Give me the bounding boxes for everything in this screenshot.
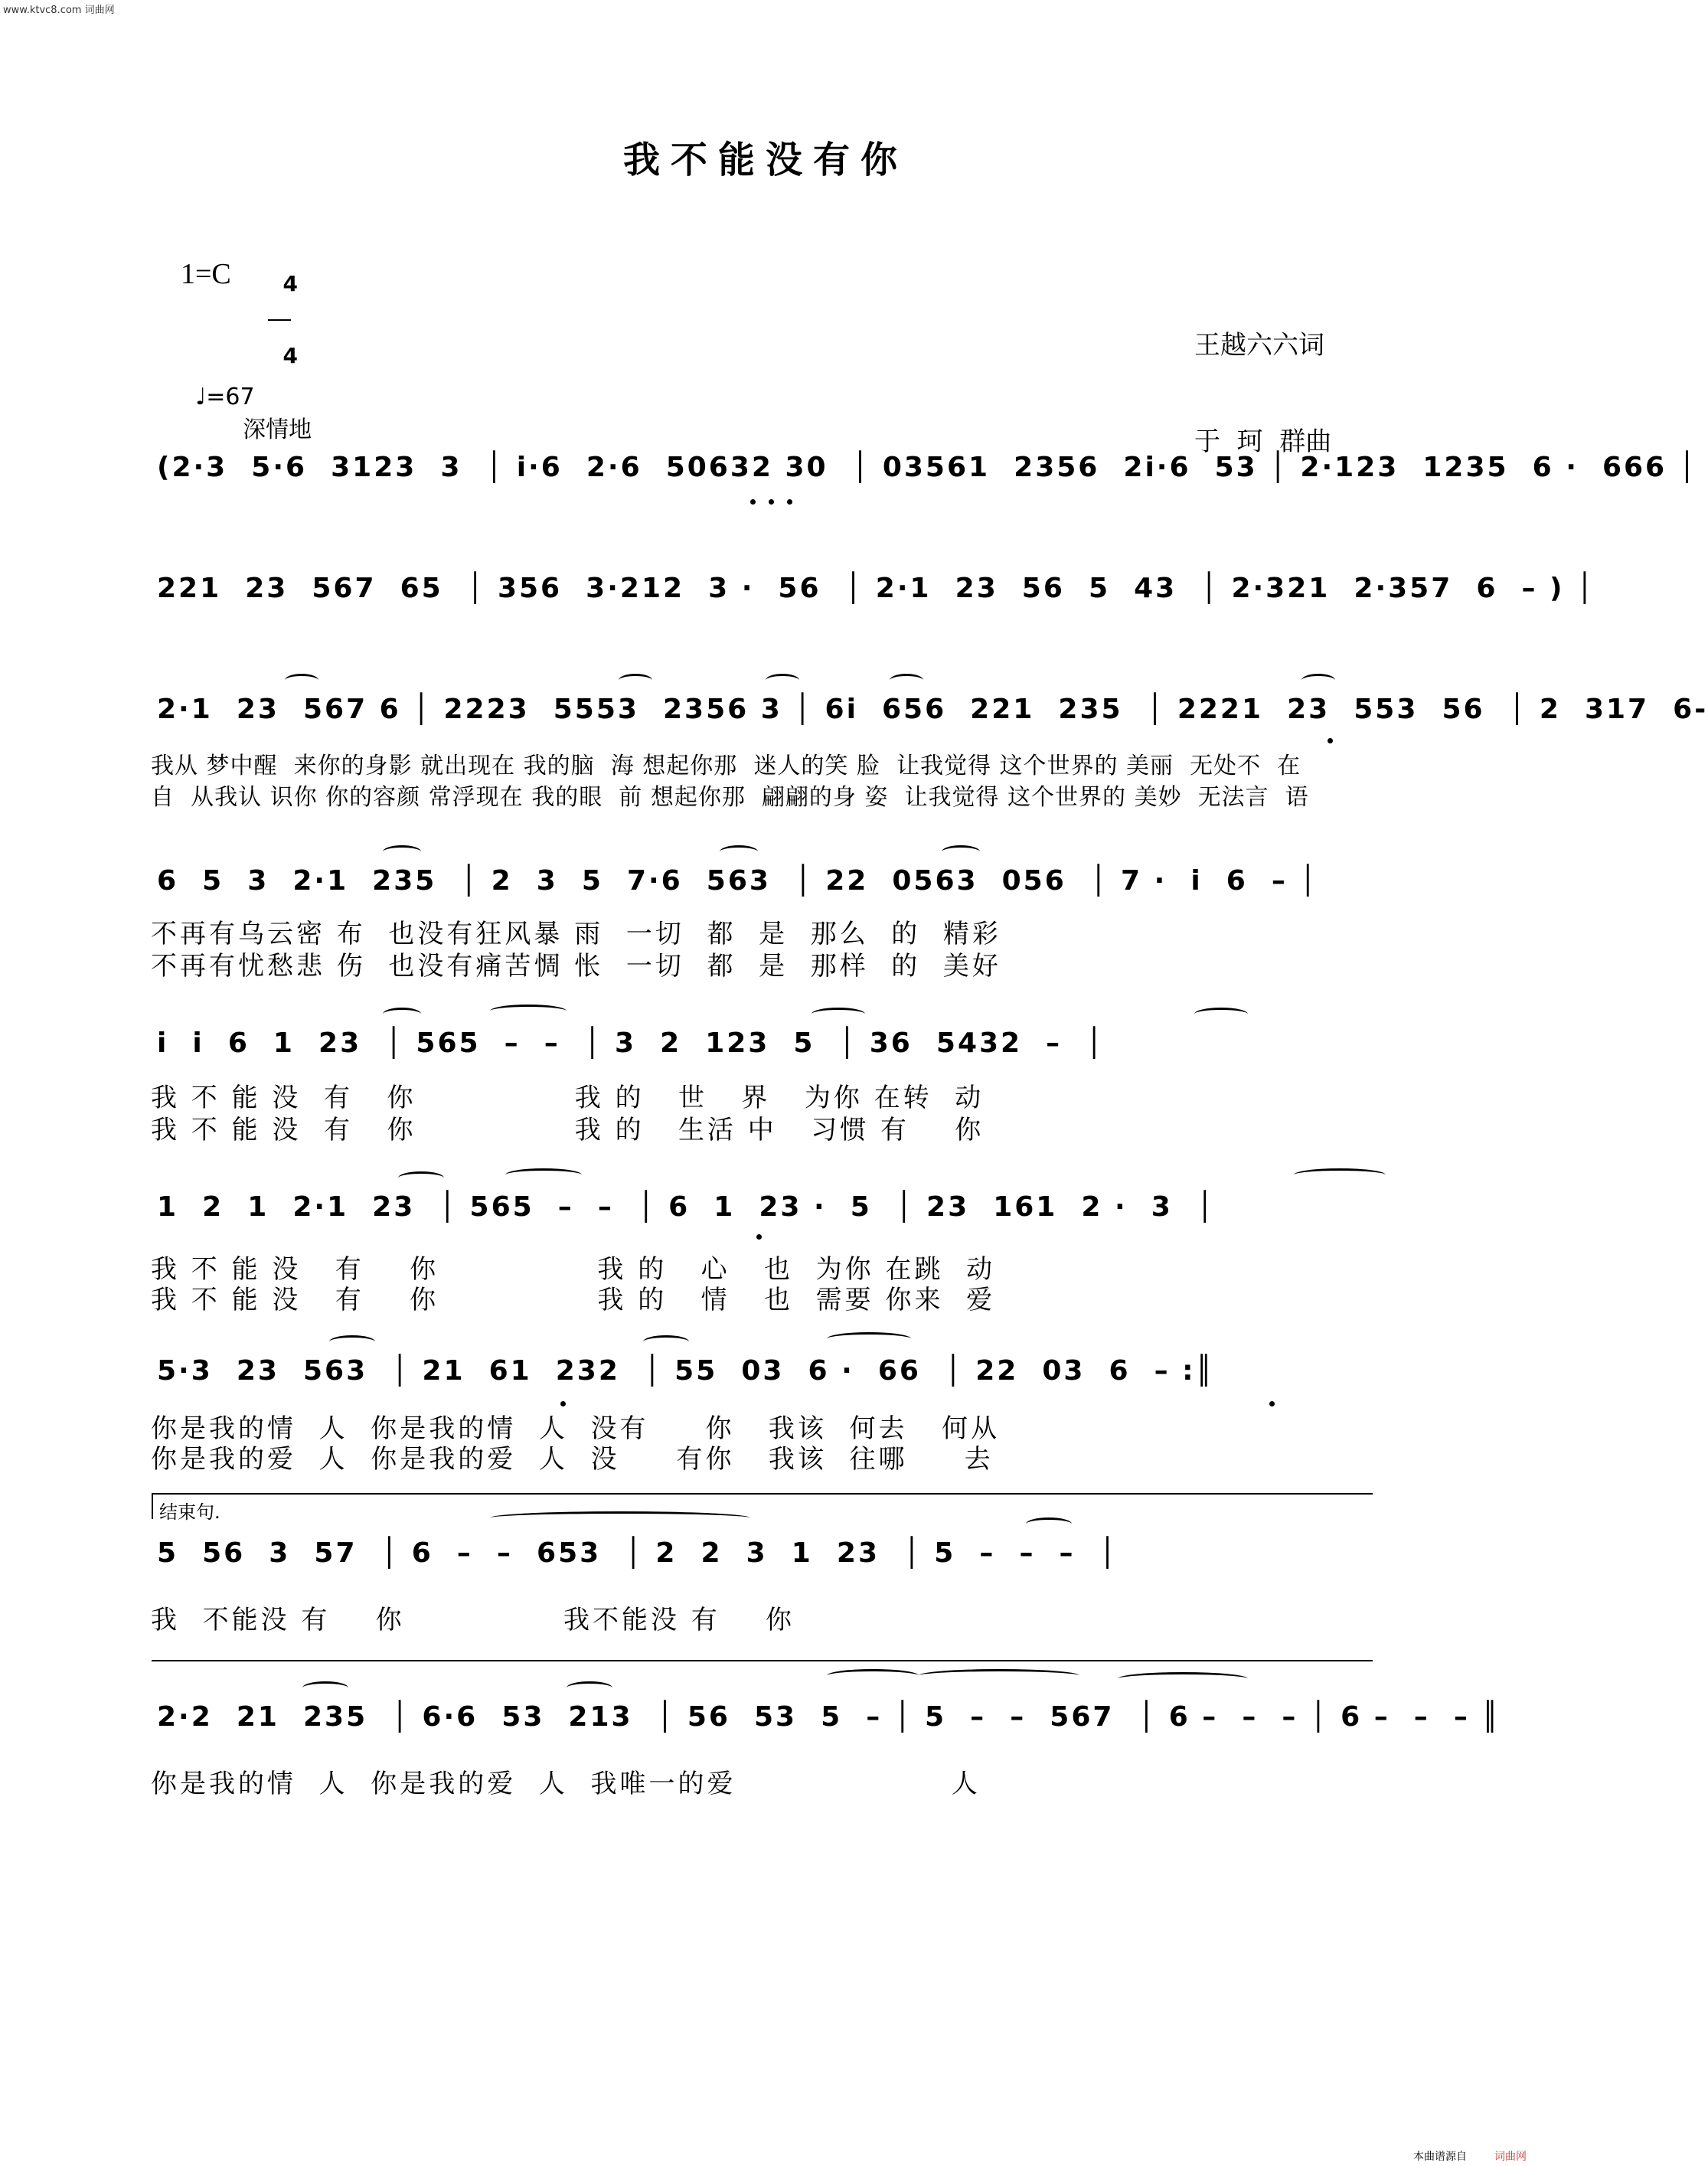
footer-source: 本曲谱源自 bbox=[1413, 2151, 1467, 2163]
slur-mark bbox=[490, 1511, 750, 1524]
slur-mark bbox=[1294, 1168, 1386, 1181]
slur-mark bbox=[329, 1335, 375, 1348]
ending-bracket-hook bbox=[152, 1493, 153, 1519]
slur-mark bbox=[1301, 674, 1335, 687]
slur-mark bbox=[827, 1332, 911, 1345]
slur-mark bbox=[1194, 1008, 1248, 1021]
slur-mark bbox=[643, 1335, 689, 1348]
octave-dot bbox=[769, 499, 774, 505]
lyrics-row-3-verse-1: 我从 梦中醒 来你的身影 就出现在 我的脑 海 想起你那 迷人的笑 脸 让我觉得 这个世界的 美丽 无处不 在 bbox=[151, 753, 1301, 779]
tempo-mark: ♩=67 bbox=[195, 384, 255, 410]
octave-dot bbox=[756, 1234, 762, 1240]
notation-row-3: 2·1 23 567 6 │ 2223 5553 2356 3 │ 6i 656 221 235 │ 2221 23 553 56 │ 2 317 6- bbox=[157, 694, 1708, 725]
slur-mark bbox=[720, 845, 758, 858]
lyrics-row-7-verse-2: 你是我的爱 人 你是我的爱 人 没 有你 我该 往哪 去 bbox=[151, 1444, 994, 1475]
coda-bracket-line bbox=[152, 1660, 1373, 1661]
slur-mark bbox=[619, 674, 652, 687]
notation-row-9: 2·2 21 235 │ 6·6 53 213 │ 56 53 5 – │ 5 – – 567 │ 6 – – – │ 6 – – – ║ bbox=[157, 1701, 1501, 1733]
octave-dot bbox=[560, 1401, 566, 1406]
lyrics-row-9: 你是我的情 人 你是我的爱 人 我唯一的爱 人 bbox=[151, 1769, 981, 1799]
slur-mark bbox=[398, 1171, 444, 1184]
slur-mark bbox=[812, 1008, 865, 1021]
octave-dot bbox=[1328, 738, 1333, 743]
site-watermark: www.ktvc8.com 词曲网 bbox=[3, 5, 115, 16]
slur-mark bbox=[302, 1681, 348, 1694]
key-signature: 1=C bbox=[181, 258, 231, 290]
expression-mark: 深情地 bbox=[243, 417, 312, 443]
notation-row-4: 6 5 3 2·1 235 │ 2 3 5 7·6 563 │ 22 0563 056 │ 7 · i 6 – │ bbox=[157, 865, 1319, 897]
lyrics-row-4-verse-1: 不再有乌云密 布 也没有狂风暴 雨 一切 都 是 那么 的 精彩 bbox=[151, 919, 1001, 949]
composer: 于 珂 群曲 bbox=[1194, 426, 1332, 457]
slur-mark bbox=[919, 1669, 1079, 1682]
notation-row-1: (2·3 5·6 3123 3 │ i·6 2·6 50632 30 │ 03561 2356 2i·6 53 │ 2·123 1235 6 · 666 │ bbox=[157, 452, 1698, 483]
ending-bracket-line bbox=[152, 1493, 1373, 1495]
lyrics-row-8: 我 不能没 有 你 我不能没 有 你 bbox=[151, 1605, 795, 1635]
notation-row-5: i i 6 1 23 │ 565 – – │ 3 2 123 5 │ 36 5432 – │ bbox=[157, 1027, 1105, 1059]
slur-mark bbox=[942, 845, 980, 858]
meter-bar bbox=[268, 319, 291, 321]
meter-bottom: 4 bbox=[282, 343, 298, 368]
notation-row-2: 221 23 567 65 │ 356 3·212 3 · 56 │ 2·1 23 56 5 43 │ 2·321 2·357 6 – ) │ bbox=[157, 573, 1595, 604]
slur-mark bbox=[1026, 1518, 1072, 1531]
lyrics-row-6-verse-2: 我 不 能 没 有 你 我 的 情 也 需要 你来 爱 bbox=[151, 1285, 996, 1315]
lyrics-row-5-verse-2: 我 不 能 没 有 你 我 的 生活 中 习惯 有 你 bbox=[151, 1115, 985, 1145]
notation-row-7: 5·3 23 563 │ 21 61 232 │ 55 03 6 · 66 │ 22 03 6 – :║ bbox=[157, 1355, 1215, 1387]
notation-row-6: 1 2 1 2·1 23 │ 565 – – │ 6 1 23 · 5 │ 23 161 2 · 3 │ bbox=[157, 1191, 1216, 1223]
octave-dot bbox=[787, 499, 792, 505]
notation-row-8: 5 56 3 57 │ 6 – – 653 │ 2 2 3 1 23 │ 5 – – – │ bbox=[157, 1537, 1119, 1569]
ending-label: 结束句. bbox=[159, 1501, 220, 1523]
slur-mark bbox=[766, 674, 799, 687]
slur-mark bbox=[505, 1168, 582, 1181]
lyrics-row-3-verse-2: 自 从我认 识你 你的容颜 常浮现在 我的眼 前 想起你那 翩翩的身 姿 让我觉得 这个世界的 美妙 无法言 语 bbox=[151, 784, 1309, 811]
time-signature bbox=[268, 250, 298, 368]
slur-mark bbox=[490, 1005, 567, 1018]
slur-mark bbox=[1118, 1672, 1248, 1685]
lyrics-row-5-verse-1: 我 不 能 没 有 你 我 的 世 界 为你 在转 动 bbox=[151, 1083, 985, 1113]
slur-mark bbox=[383, 845, 421, 858]
tempo-line bbox=[181, 357, 312, 444]
octave-dot bbox=[1269, 1401, 1275, 1406]
lyricist: 王越六六词 bbox=[1194, 330, 1324, 361]
slur-mark bbox=[285, 674, 318, 687]
meter-top: 4 bbox=[282, 271, 298, 296]
octave-dot bbox=[750, 499, 756, 505]
lyrics-row-4-verse-2: 不再有忧愁悲 伤 也没有痛苦惆 怅 一切 都 是 那样 的 美好 bbox=[151, 951, 1001, 982]
footer-brand: 词曲网 bbox=[1494, 2151, 1527, 2163]
song-title: 我不能没有你 bbox=[622, 139, 908, 181]
slur-mark bbox=[890, 674, 923, 687]
slur-mark bbox=[383, 1008, 421, 1021]
slur-mark bbox=[567, 1681, 612, 1694]
lyrics-row-7-verse-1: 你是我的情 人 你是我的情 人 没有 你 我该 何去 何从 bbox=[151, 1413, 1000, 1444]
slur-mark bbox=[827, 1669, 919, 1682]
lyrics-row-6-verse-1: 我 不 能 没 有 你 我 的 心 也 为你 在跳 动 bbox=[151, 1254, 996, 1285]
